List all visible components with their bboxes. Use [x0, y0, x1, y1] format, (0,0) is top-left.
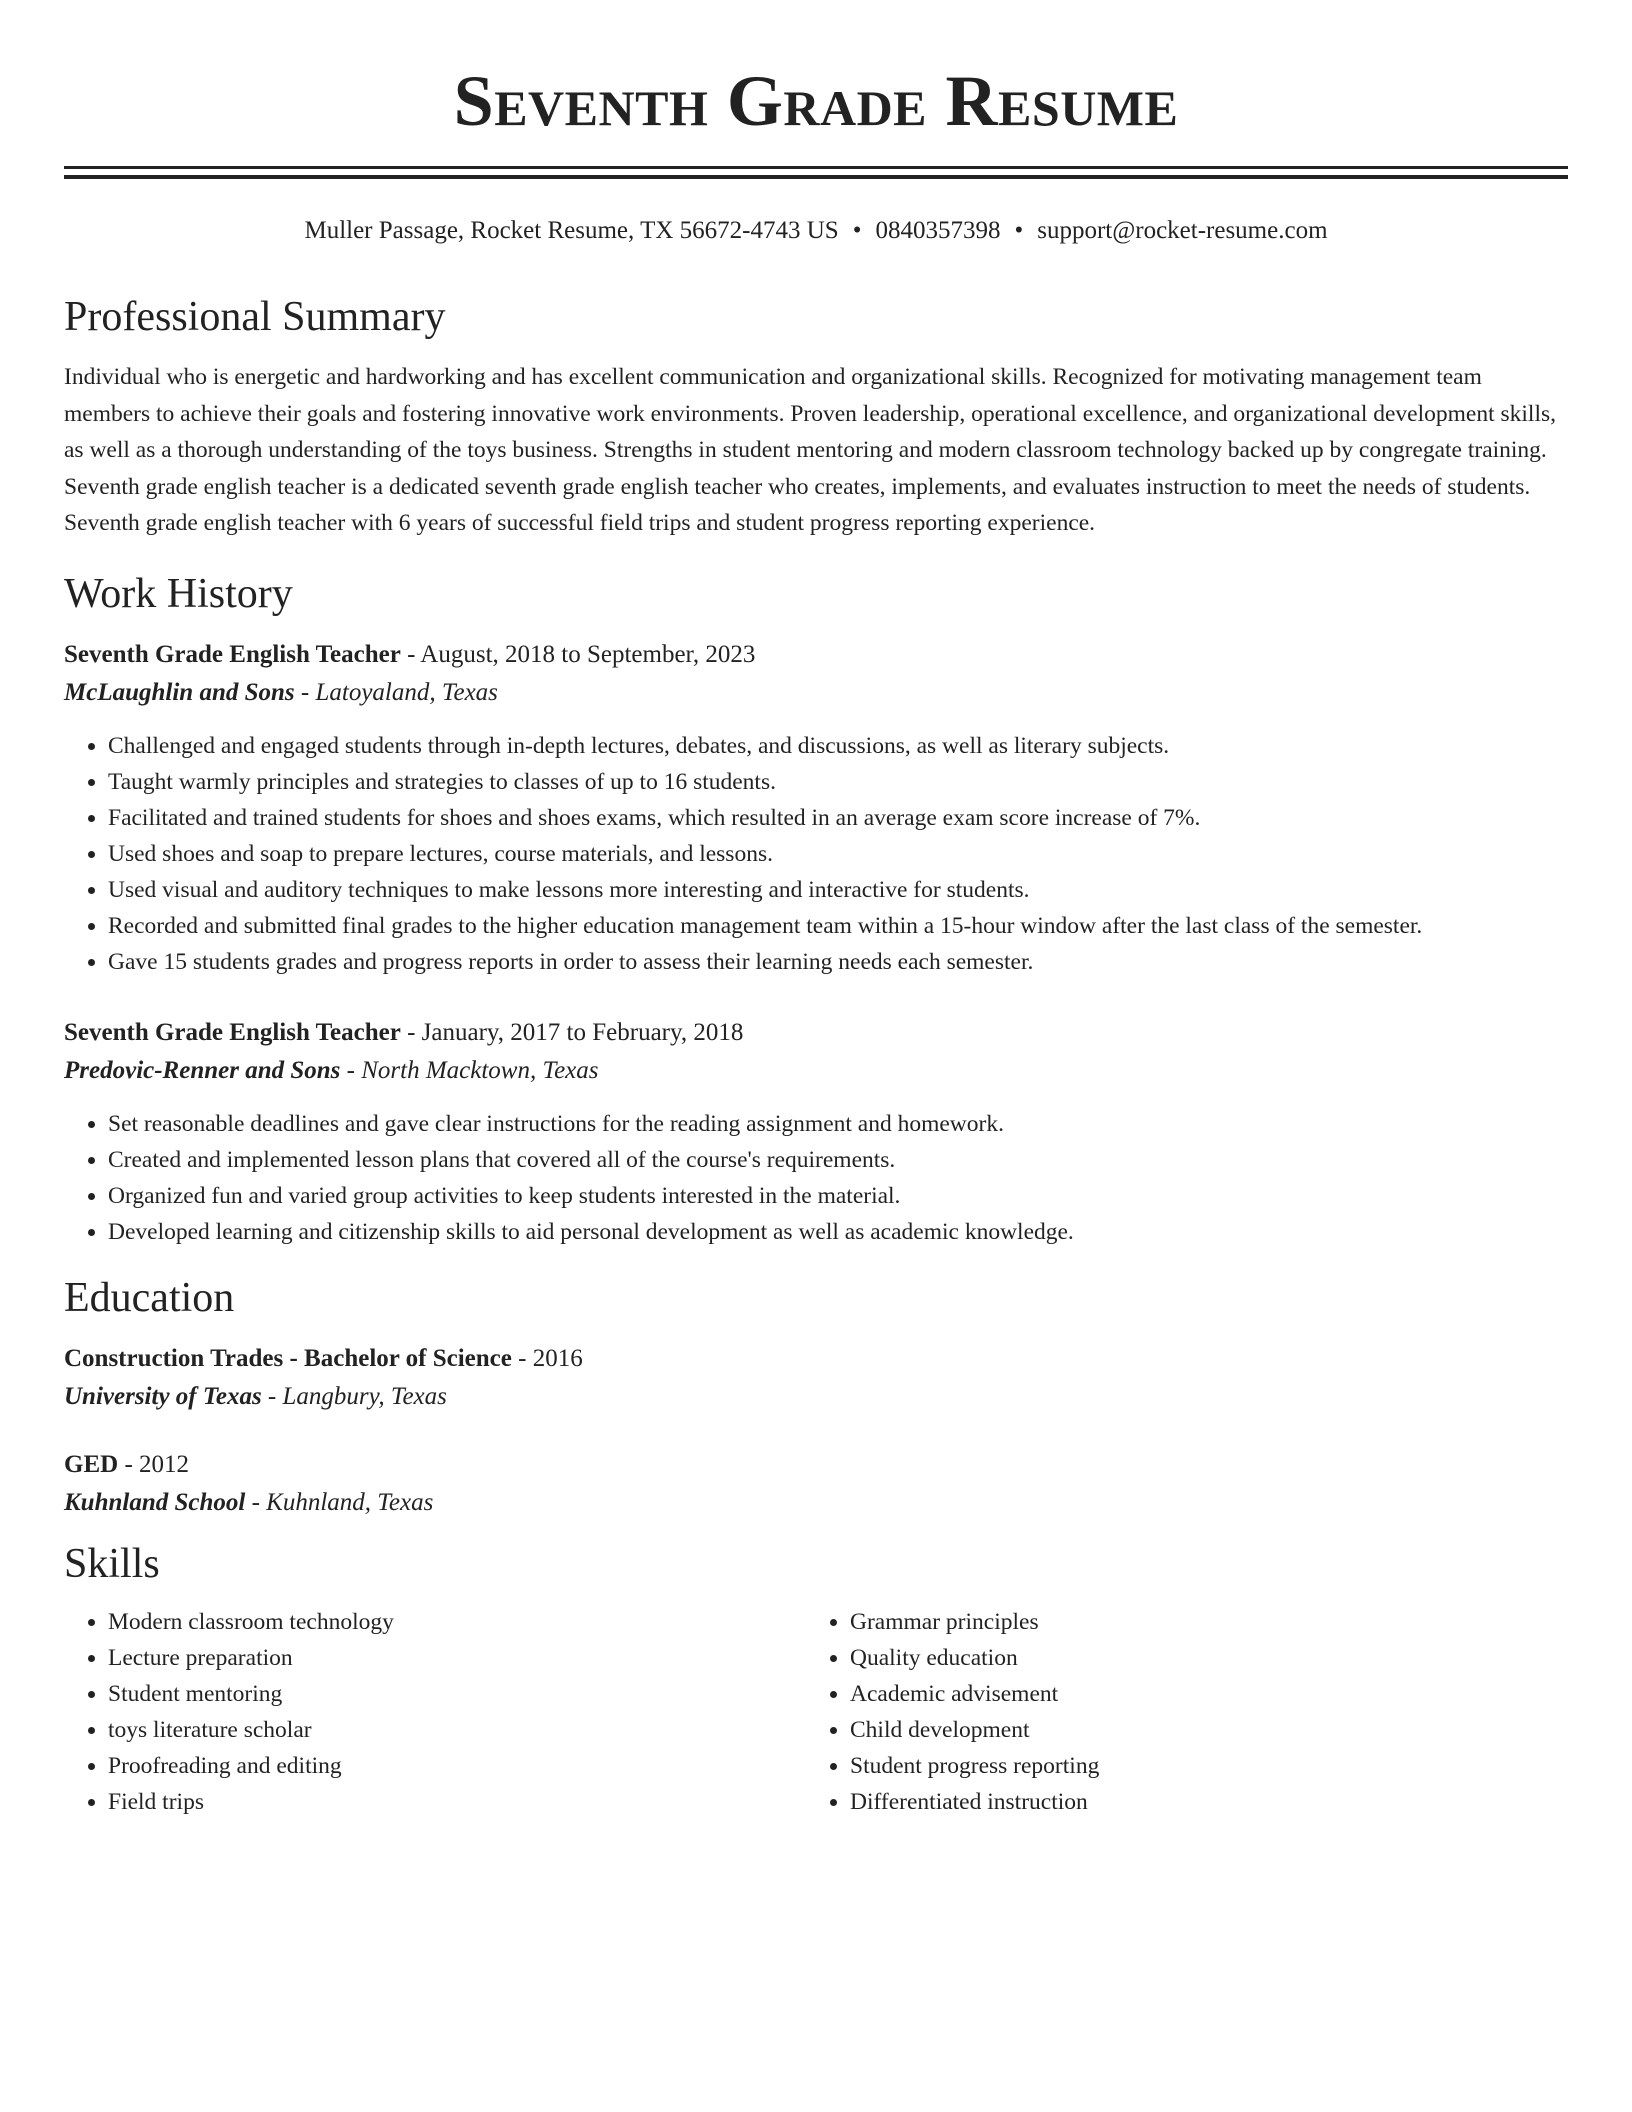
- contact-line: [64, 215, 1568, 247]
- skill-item: • Child development: [850, 1712, 1548, 1748]
- graduation-year: - 2012: [118, 1450, 190, 1478]
- job-duty: • Organized fun and varied group activities to keep students interested in the material.: [108, 1178, 1568, 1214]
- job-title: Seventh Grade English Teacher: [64, 640, 401, 668]
- work-history-heading: Work History: [64, 570, 293, 617]
- job-entry: [64, 636, 1568, 980]
- school-location: - Langbury, Texas: [261, 1382, 447, 1410]
- job-entry: [64, 1014, 1568, 1250]
- degree: GED: [64, 1450, 119, 1478]
- job-dates: - August, 2018 to September, 2023: [400, 640, 756, 668]
- graduation-year: - 2016: [511, 1344, 583, 1372]
- skill-item: • Lecture preparation: [108, 1640, 806, 1676]
- summary-text: Individual who is energetic and hardworking and has excellent communication and organizational skills. Recognized for motivating management team members to achieve their goals and fostering innovative work environments. Proven leadership, operational excellence, and organizational development skills, as well as a thorough understanding of the toys business. Strengths in student mentoring and modern classroom technology backed up by congregate training. Seventh grade english teacher is a dedicated seventh grade english teacher who creates, implements, and evaluates instruction to meet the needs of students. Seventh grade english teacher with 6 years of successful field trips and student progress reporting experience.: [64, 364, 1557, 536]
- job-duty: • Challenged and engaged students through in-depth lectures, debates, and discussions, as well as literary subjects.: [108, 728, 1568, 764]
- contact-phone: 0840357398: [875, 217, 1001, 244]
- contact-separator: •: [1014, 217, 1024, 244]
- job-title-line: [64, 636, 1568, 674]
- contact-address: Muller Passage, Rocket Resume, TX 56672-4743 US: [304, 217, 839, 244]
- skills-list-right: [806, 1604, 1548, 1820]
- skill-item: • Grammar principles: [850, 1604, 1548, 1640]
- job-company-line: [64, 1052, 1568, 1090]
- degree-line: [64, 1446, 1568, 1484]
- job-duty: • Set reasonable deadlines and gave clear instructions for the reading assignment and homework.: [108, 1106, 1568, 1142]
- skill-item: • Modern classroom technology: [108, 1604, 806, 1640]
- education-entry: [64, 1446, 1568, 1522]
- school-name: University of Texas: [64, 1382, 262, 1410]
- job-duty: • Used visual and auditory techniques to make lessons more interesting and interactive for students.: [108, 872, 1568, 908]
- skills-grid: [64, 1604, 1568, 1820]
- job-company: McLaughlin and Sons: [64, 678, 295, 706]
- degree: Construction Trades - Bachelor of Science: [64, 1344, 512, 1372]
- job-duty: • Used shoes and soap to prepare lectures, course materials, and lessons.: [108, 836, 1568, 872]
- job-duty: • Facilitated and trained students for shoes and shoes exams, which resulted in an average exam score increase of 7%.: [108, 800, 1568, 836]
- education-heading: Education: [64, 1274, 235, 1321]
- contact-email: support@rocket-resume.com: [1037, 217, 1328, 244]
- job-duty: • Gave 15 students grades and progress reports in order to assess their learning needs each semester.: [108, 944, 1568, 980]
- job-title: Seventh Grade English Teacher: [64, 1018, 401, 1046]
- skill-item: • Student progress reporting: [850, 1748, 1548, 1784]
- job-location: - Latoyaland, Texas: [294, 678, 498, 706]
- job-company-line: [64, 674, 1568, 712]
- school-name: Kuhnland School: [64, 1488, 246, 1516]
- job-duties-list: [64, 1106, 1568, 1250]
- resume-title: Seventh Grade Resume: [453, 61, 1179, 141]
- skill-item: • Differentiated instruction: [850, 1784, 1548, 1820]
- job-duty: • Taught warmly principles and strategies to classes of up to 16 students.: [108, 764, 1568, 800]
- skill-item: • Academic advisement: [850, 1676, 1548, 1712]
- job-company: Predovic-Renner and Sons: [64, 1056, 341, 1084]
- school-location: - Kuhnland, Texas: [245, 1488, 434, 1516]
- skill-item: • toys literature scholar: [108, 1712, 806, 1748]
- skill-item: • Proofreading and editing: [108, 1748, 806, 1784]
- education-entry: [64, 1340, 1568, 1416]
- school-line: [64, 1378, 1568, 1416]
- job-duties-list: [64, 728, 1568, 980]
- skills-heading: Skills: [64, 1540, 160, 1587]
- job-duty: • Recorded and submitted final grades to the higher education management team within a 15-hour window after the last class of the semester.: [108, 908, 1568, 944]
- skills-list-left: [64, 1604, 806, 1820]
- job-duty: • Developed learning and citizenship skills to aid personal development as well as academic knowledge.: [108, 1214, 1568, 1250]
- contact-separator: •: [852, 217, 862, 244]
- skill-item: • Student mentoring: [108, 1676, 806, 1712]
- job-dates: - January, 2017 to February, 2018: [400, 1018, 744, 1046]
- header-divider-top: [64, 166, 1568, 169]
- degree-line: [64, 1340, 1568, 1378]
- job-duty: • Created and implemented lesson plans that covered all of the course's requirements.: [108, 1142, 1568, 1178]
- school-line: [64, 1484, 1568, 1522]
- summary-heading: Professional Summary: [64, 294, 446, 340]
- job-location: - North Macktown, Texas: [340, 1056, 599, 1084]
- job-title-line: [64, 1014, 1568, 1052]
- skill-item: • Quality education: [850, 1640, 1548, 1676]
- header-divider-bottom: [64, 175, 1568, 179]
- skill-item: • Field trips: [108, 1784, 806, 1820]
